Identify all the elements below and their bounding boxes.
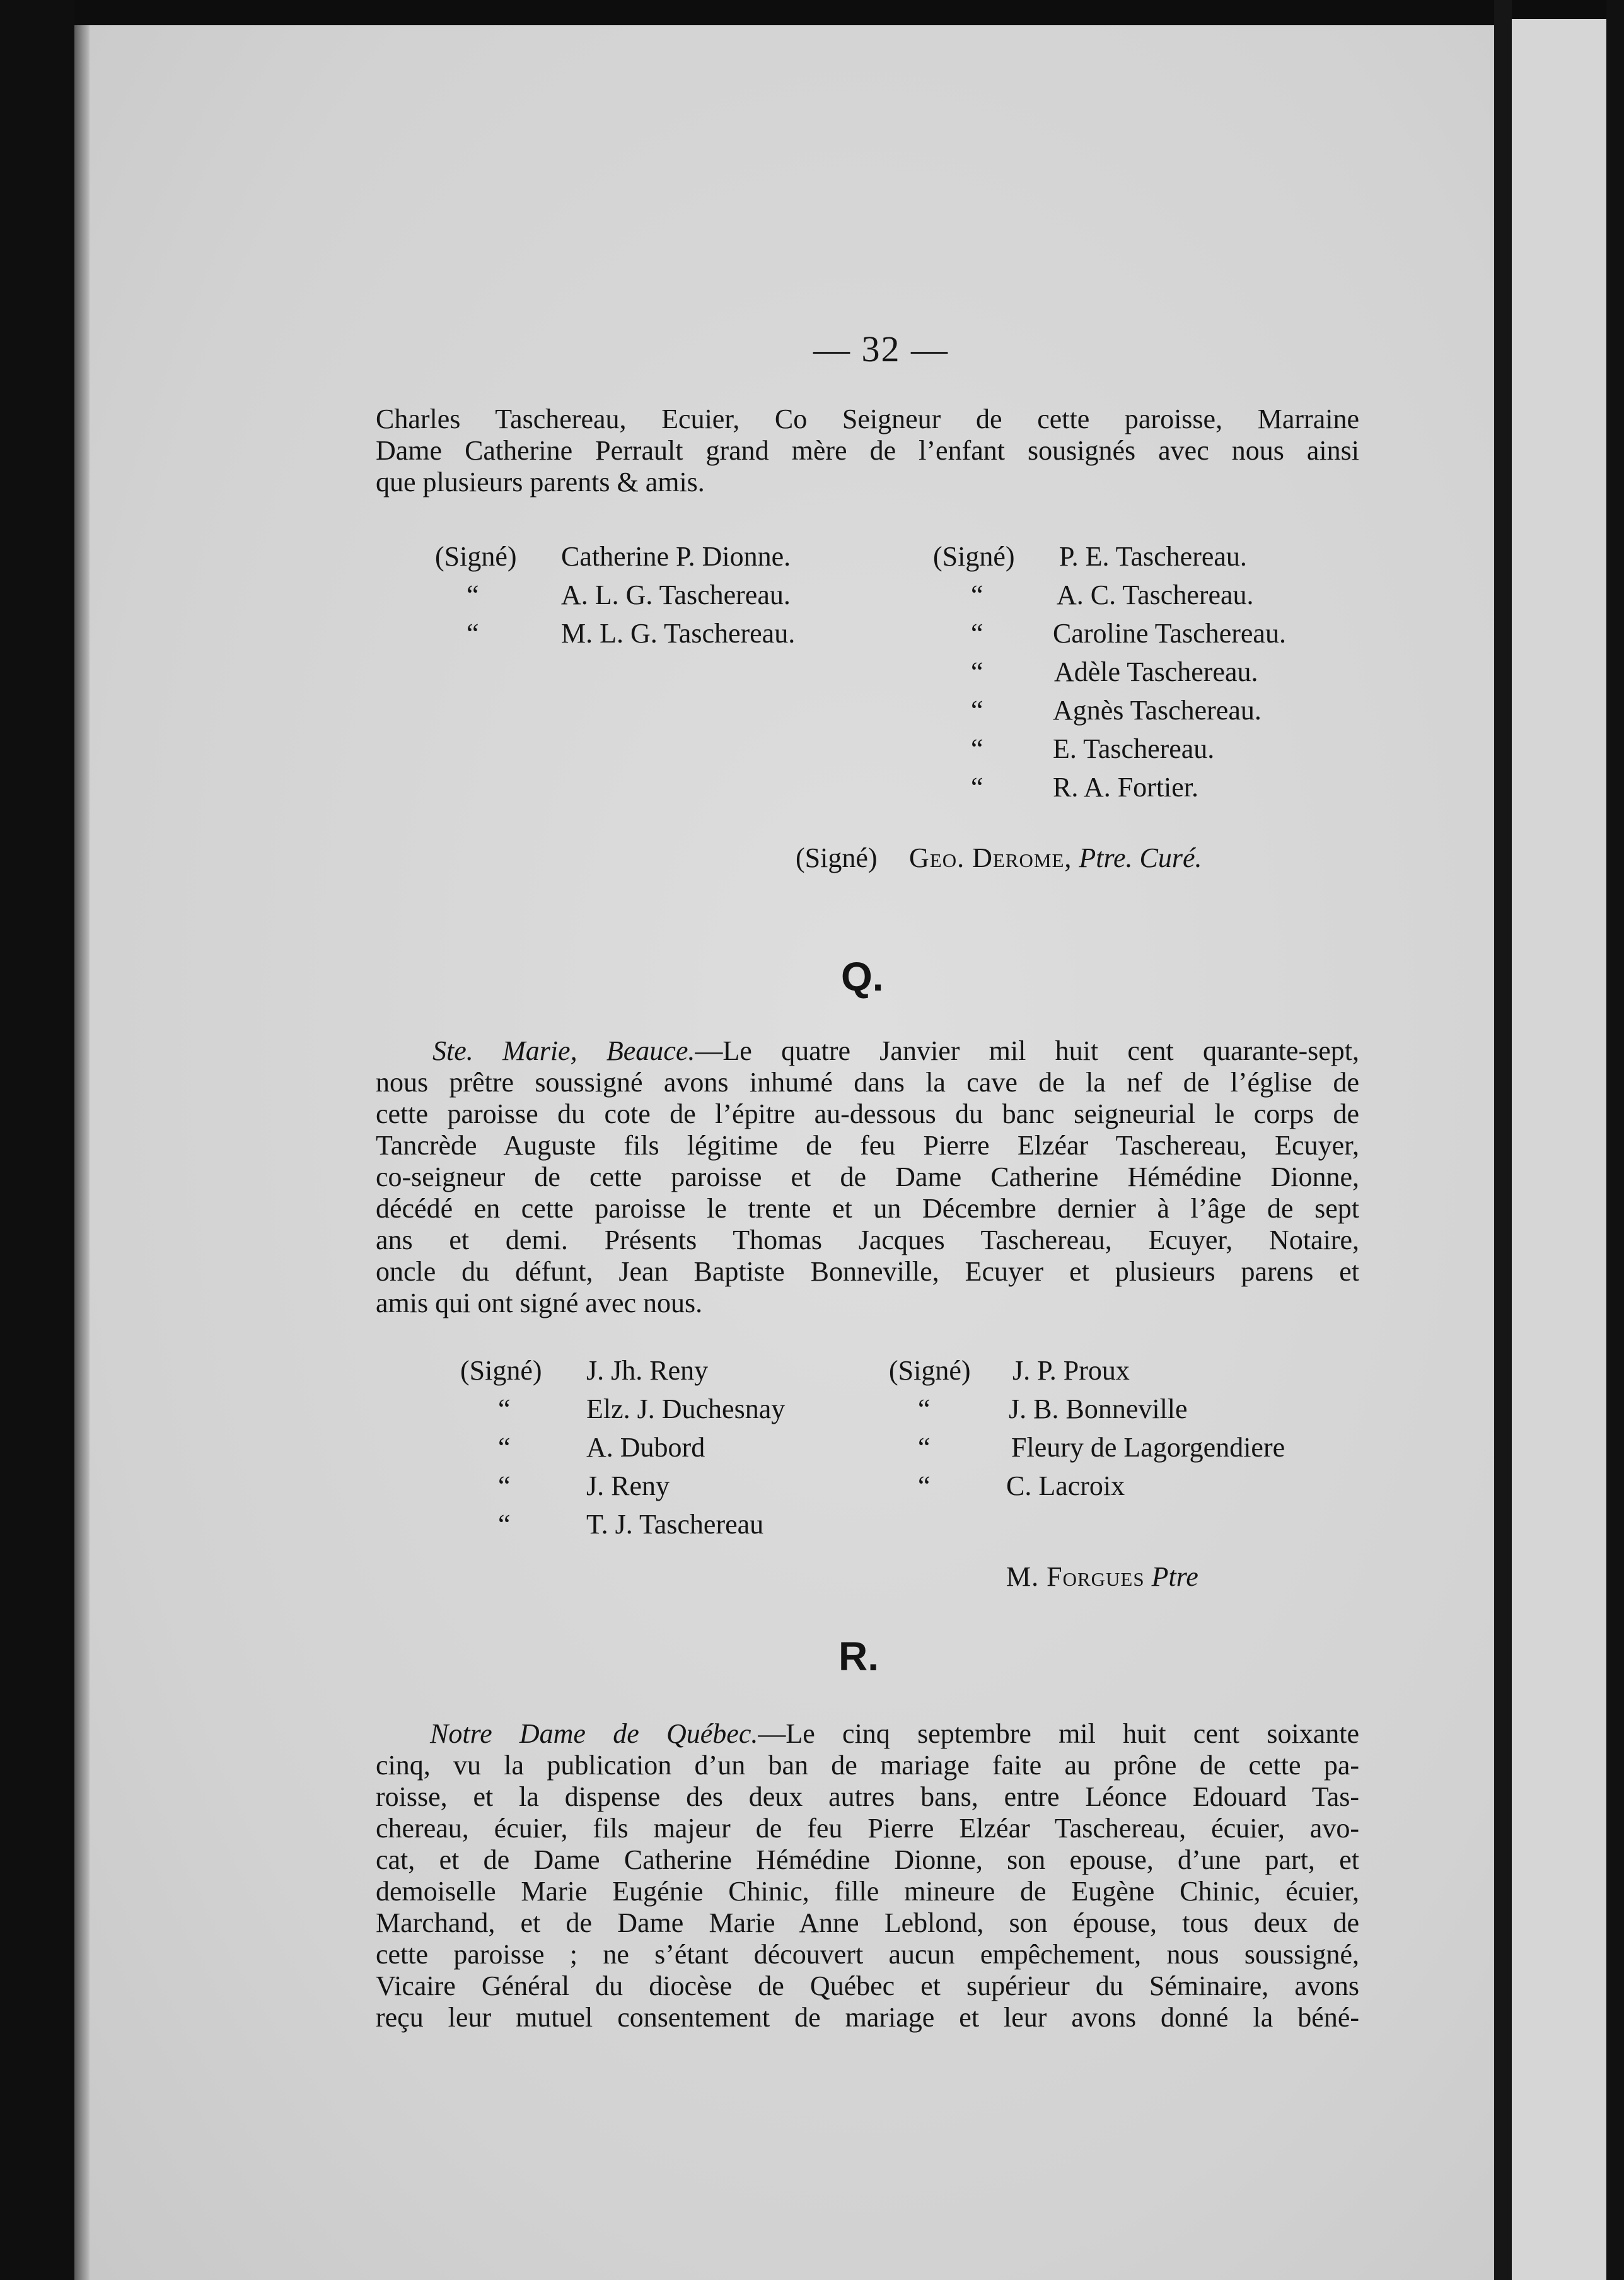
paragraph-line: roisse, et la dispense des deux autres bans, entre Léonce Edouard Tas- xyxy=(376,1781,1359,1812)
intro-paragraph xyxy=(376,404,1359,498)
signature-name-group xyxy=(1006,1557,1198,1596)
signature-row xyxy=(460,1351,870,1390)
signature-row xyxy=(796,839,1363,877)
signature-row xyxy=(460,1467,870,1505)
signature-name: Catherine P. Dionne. xyxy=(561,541,791,572)
signature-name: C. Lacroix xyxy=(1006,1470,1125,1501)
signature-row xyxy=(889,1351,1368,1390)
signature-name: E. Taschereau. xyxy=(1053,733,1215,764)
page-number: — 32 — xyxy=(813,329,949,369)
paragraph-line: cinq, vu la publication d’un ban de mariage faite au prône de cette pa- xyxy=(376,1750,1359,1781)
signature-prefix: (Signé) xyxy=(796,842,878,873)
signature-prefix: “ xyxy=(498,1432,511,1463)
paragraph-line: Tancrède Auguste fils légitime de feu Pierre Elzéar Taschereau, Ecuyer, xyxy=(376,1130,1359,1161)
signature-title: Ptre. Curé. xyxy=(1079,842,1202,873)
section-q-signatures-right xyxy=(889,1351,1368,1505)
section-q-paragraph xyxy=(376,1035,1359,1319)
signature-row xyxy=(933,537,1362,576)
paragraph-line: cette paroisse du cote de l’épitre au-dessous du banc seigneurial le corps de xyxy=(376,1098,1359,1129)
signature-name: T. J. Taschereau xyxy=(586,1509,764,1540)
signature-prefix: “ xyxy=(498,1470,511,1501)
signature-prefix: (Signé) xyxy=(435,541,517,572)
signature-row xyxy=(435,576,876,614)
section-q-signatures-left xyxy=(460,1351,870,1544)
signature-prefix: “ xyxy=(971,695,983,726)
signature-name: A. L. G. Taschereau. xyxy=(561,579,791,610)
paragraph-line: nous prêtre soussigné avons inhumé dans la cave de la nef de l’église de xyxy=(376,1067,1359,1098)
signature-prefix: “ xyxy=(971,618,983,649)
next-page-edge xyxy=(1512,19,1606,2280)
scan-left-border xyxy=(0,0,74,2280)
signature-name: A. Dubord xyxy=(586,1432,705,1463)
signature-row xyxy=(933,691,1362,730)
signature-prefix: “ xyxy=(467,579,479,610)
paragraph-line: Vicaire Général du diocèse de Québec et supérieur du Séminaire, avons xyxy=(376,1970,1359,2001)
section-r-paragraph xyxy=(376,1718,1359,2033)
signature-prefix: “ xyxy=(498,1509,511,1540)
signatures-right-p xyxy=(933,537,1362,806)
signature-row xyxy=(889,1428,1368,1467)
place-name: Ste. Marie, Beauce. xyxy=(432,1035,695,1066)
signature-name: P. E. Taschereau. xyxy=(1059,541,1247,572)
scan-right-gutter xyxy=(1494,0,1512,2280)
signature-name: Caroline Taschereau. xyxy=(1053,618,1286,649)
signature-prefix: “ xyxy=(918,1470,931,1501)
paragraph-line: demoiselle Marie Eugénie Chinic, fille mineure de Eugène Chinic, écuier, xyxy=(376,1876,1359,1907)
signature-name: J. B. Bonneville xyxy=(1009,1393,1188,1424)
signature-row xyxy=(933,768,1362,806)
paragraph-line: décédé en cette paroisse le trente et un Décembre dernier à l’âge de sept xyxy=(376,1193,1359,1224)
signature-row xyxy=(460,1428,870,1467)
signature-row xyxy=(435,614,876,653)
intro-line: Dame Catherine Perrault grand mère de l’enfant sousignés avec nous ainsi xyxy=(376,435,1359,466)
paragraph-line: cette paroisse ; ne s’étant découvert aucun empêchement, nous soussigné, xyxy=(376,1939,1359,1970)
signature-row xyxy=(889,1390,1368,1428)
final-signature-p xyxy=(796,839,1363,877)
final-signature-q xyxy=(1006,1557,1359,1596)
scan-top-border xyxy=(0,0,1624,26)
signature-title: Ptre xyxy=(1151,1561,1198,1592)
signature-row xyxy=(933,614,1362,653)
scan-left-edge xyxy=(74,25,90,2280)
signature-prefix: “ xyxy=(971,656,983,687)
signature-prefix: “ xyxy=(498,1393,511,1424)
signature-prefix: “ xyxy=(918,1393,931,1424)
paragraph-line xyxy=(376,1718,1359,1750)
place-name: Notre Dame de Québec. xyxy=(430,1718,758,1749)
signature-row xyxy=(460,1505,870,1544)
scan-right-border xyxy=(1606,0,1624,2280)
signature-prefix: “ xyxy=(918,1432,931,1463)
section-letter-r: R. xyxy=(838,1634,879,1679)
signatures-left-p xyxy=(435,537,876,653)
signature-prefix: “ xyxy=(971,772,983,803)
signature-row xyxy=(933,730,1362,768)
paragraph-line: cat, et de Dame Catherine Hémédine Dionne, son epouse, d’une part, et xyxy=(376,1844,1359,1875)
section-letter-q: Q. xyxy=(841,954,884,999)
signature-name: Agnès Taschereau. xyxy=(1053,695,1262,726)
signature-prefix: “ xyxy=(467,618,479,649)
signature-row xyxy=(435,537,876,576)
signature-row xyxy=(889,1467,1368,1505)
signature-row xyxy=(1006,1557,1359,1596)
paragraph-line: Marchand, et de Dame Marie Anne Leblond, son épouse, tous deux de xyxy=(376,1907,1359,1938)
signature-row xyxy=(933,653,1362,691)
paragraph-text: —Le cinq septembre mil huit cent soixante xyxy=(758,1718,1359,1749)
signature-name: M. Forgues xyxy=(1006,1561,1145,1592)
paragraph-line xyxy=(376,1035,1359,1067)
paragraph-line: oncle du défunt, Jean Baptiste Bonneville, Ecuyer et plusieurs parens et xyxy=(376,1256,1359,1287)
paragraph-line: ans et demi. Présents Thomas Jacques Taschereau, Ecuyer, Notaire, xyxy=(376,1224,1359,1255)
signature-name: J. Reny xyxy=(586,1470,670,1501)
signature-name: J. P. Proux xyxy=(1012,1355,1130,1386)
signature-name: M. L. G. Taschereau. xyxy=(561,618,796,649)
signature-name: Adèle Taschereau. xyxy=(1054,656,1258,687)
paragraph-line: chereau, écuier, fils majeur de feu Pierre Elzéar Taschereau, écuier, avo- xyxy=(376,1813,1359,1844)
signature-prefix: “ xyxy=(971,733,983,764)
signature-name-group xyxy=(909,839,1202,877)
signature-name: R. A. Fortier. xyxy=(1053,772,1199,803)
signature-prefix: (Signé) xyxy=(889,1355,971,1386)
paragraph-line: amis qui ont signé avec nous. xyxy=(376,1288,703,1318)
signature-prefix: (Signé) xyxy=(460,1355,542,1386)
paragraph-line: co-seigneur de cette paroisse et de Dame Catherine Hémédine Dionne, xyxy=(376,1161,1359,1192)
signature-row xyxy=(460,1390,870,1428)
signature-row xyxy=(933,576,1362,614)
signature-prefix: (Signé) xyxy=(933,541,1015,572)
paragraph-text: —Le quatre Janvier mil huit cent quarante-sept, xyxy=(695,1035,1359,1066)
signature-name: A. C. Taschereau. xyxy=(1057,579,1254,610)
signature-name: J. Jh. Reny xyxy=(586,1355,709,1386)
signature-prefix: “ xyxy=(971,579,983,610)
signature-name: Elz. J. Duchesnay xyxy=(586,1393,786,1424)
paragraph-line: reçu leur mutuel consentement de mariage et leur avons donné la béné- xyxy=(376,2002,1359,2033)
intro-line: que plusieurs parents & amis. xyxy=(376,467,705,497)
signature-name: Geo. Derome, xyxy=(909,842,1072,873)
intro-line: Charles Taschereau, Ecuier, Co Seigneur de cette paroisse, Marraine xyxy=(376,404,1359,434)
signature-name: Fleury de Lagorgendiere xyxy=(1011,1432,1285,1463)
